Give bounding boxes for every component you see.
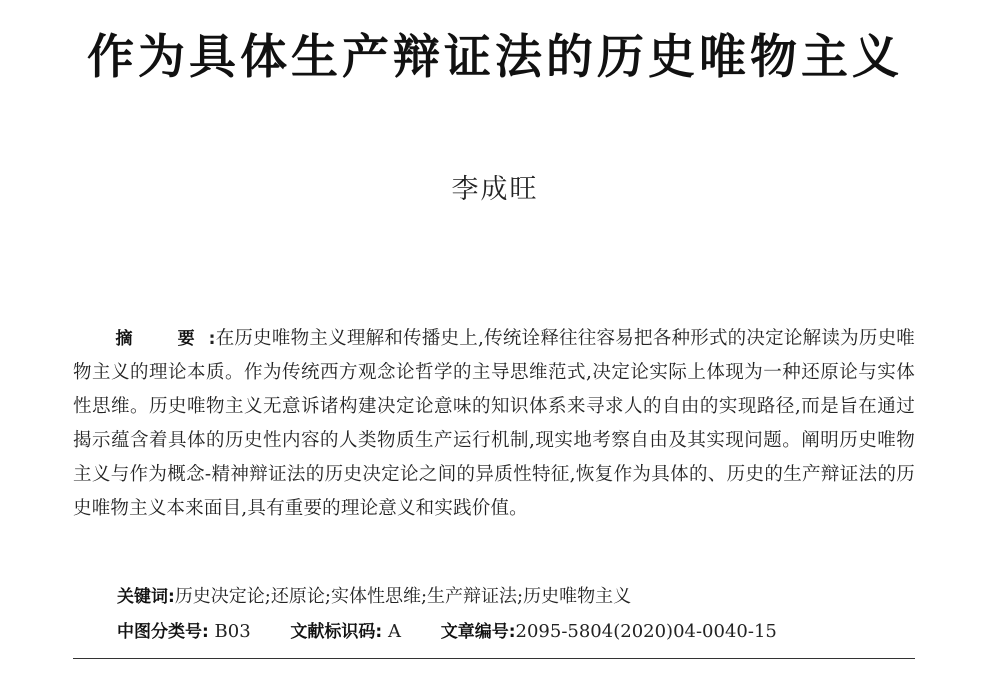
article-number-item	[441, 615, 777, 649]
classification-line	[117, 615, 777, 649]
abstract-text: 在历史唯物主义理解和传播史上,传统诠释往往容易把各种形式的决定论解读为历史唯物主义的理论本质。作为传统西方观念论哲学的主导思维范式,决定论实际上体现为一种还原论与实体性思维。历史唯物主义无意诉诸构建决定论意味的知识体系来寻求人的自由的实现路径,而是旨在通过揭示蕴含着具体的历史性内容的人类物质生产运行机制,现实地考察自由及其实现问题。阐明历史唯物主义与作为概念-精神辩证法的历史决定论之间的异质性特征,恢复作为具体的、历史的生产辩证法的历史唯物主义本来面目,具有重要的理论意义和实践价值。	[73, 328, 916, 519]
keywords-label: 关键词:	[117, 587, 175, 607]
author-name: 李成旺	[451, 174, 539, 205]
article-number-value: 2095-5804(2020)04-0040-15	[515, 621, 777, 642]
keywords-text: 历史决定论;还原论;实体性思维;生产辩证法;历史唯物主义	[174, 586, 632, 607]
abstract-colon: :	[208, 329, 216, 349]
clc-item	[117, 615, 251, 649]
paper-title: 作为具体生产辩证法的历史唯物主义	[87, 30, 903, 85]
keywords	[117, 580, 631, 614]
doc-code-item	[290, 615, 401, 649]
article-number-label: 文章编号:	[440, 622, 516, 642]
divider-rule	[73, 658, 915, 659]
clc-value: B03	[214, 621, 251, 642]
abstract	[73, 322, 915, 526]
doc-code-label: 文献标识码:	[290, 622, 383, 642]
clc-label: 中图分类号:	[117, 622, 209, 642]
abstract-label: 摘 要	[115, 329, 209, 349]
doc-code-value: A	[387, 621, 401, 642]
